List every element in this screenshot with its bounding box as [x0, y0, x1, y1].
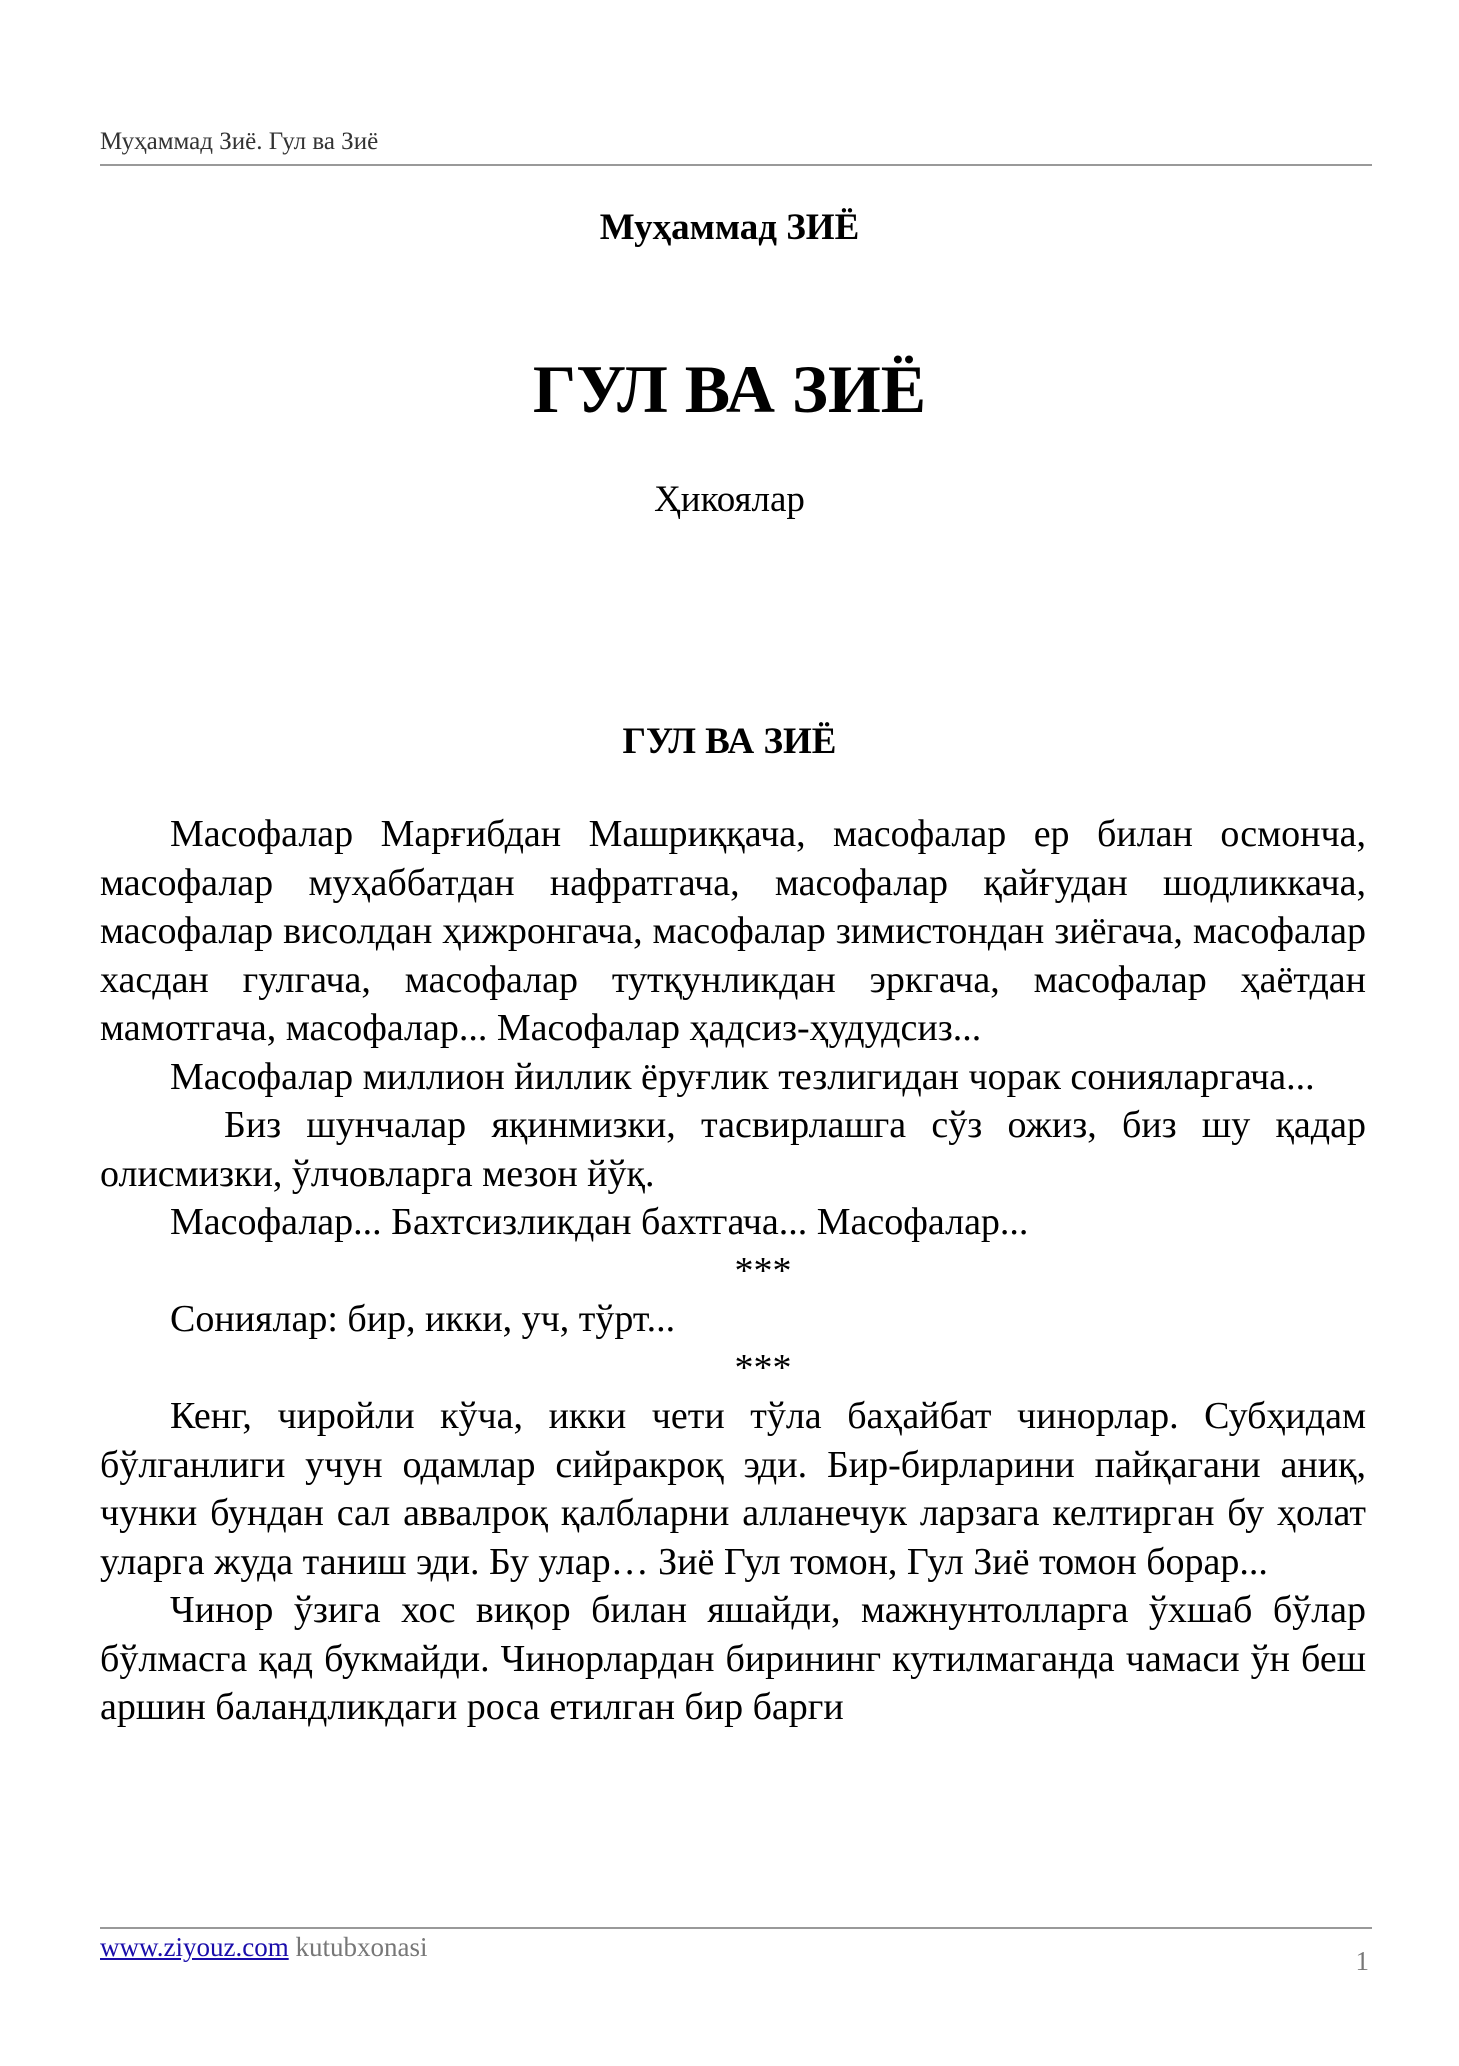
paragraph: Биз шунчалар яқинмизки, тасвирлашга сўз ожиз, биз шу қадар олисмизки, ўлчовларга мезон йўқ. [100, 1104, 1366, 1195]
running-header: Муҳаммад Зиё. Гул ва Зиё [100, 128, 379, 155]
section-separator: *** [734, 1346, 792, 1389]
paragraph: Масофалар миллион йиллик ёруғлик тезлигидан чорак сонияларгача... [170, 1055, 1315, 1098]
paragraph: Масофалар Марғибдан Машриққача, масофалар ер билан осмонча, масофалар муҳаббатдан нафратгача, масофалар қайғудан шодликкача, масофалар висолдан ҳижронгача, масофалар зимистондан зиёгача, масофалар хасдан гулгача, масофалар тутқунликдан эркгача, масофалар ҳаётдан мамотгача, масофалар... Масофалар ҳадсиз-ҳудудсиз... [100, 813, 1366, 1049]
footer-link[interactable]: www.ziyouz.com [100, 1932, 289, 1962]
story-title: ГУЛ ВА ЗИЁ [622, 721, 837, 762]
paragraph: Сониялар: бир, икки, уч, тўрт... [170, 1298, 676, 1340]
genre-label: Ҳикоялар [654, 479, 805, 520]
footer-link-suffix: kutubxonasi [288, 1932, 428, 1962]
footer-source [100, 1932, 427, 1963]
story-body [100, 810, 1366, 1732]
author-name: Муҳаммад ЗИЁ [599, 207, 860, 248]
paragraph: Кенг, чиройли кўча, икки чети тўла баҳайбат чинорлар. Субҳидам бўлганлиги учун одамлар сийракроқ эди. Бир-бирларини пайқагани аниқ, чунки бундан сал аввалроқ қалбларни алланечук ларзага келтирган бу ҳолат уларга жуда таниш эди. Бу улар… Зиё Гул томон, Гул Зиё томон борар... [100, 1395, 1366, 1583]
footer-divider [100, 1927, 1372, 1929]
paragraph: Чинор ўзига хос виқор билан яшайди, мажнунтолларга ўхшаб бўлар бўлмасга қад букмайди. Чинорлардан бирининг кутилмаганда чамаси ўн беш аршин баландликдаги роса етилган бир барги [100, 1589, 1366, 1728]
section-separator: *** [734, 1249, 792, 1292]
header-divider [100, 164, 1372, 166]
paragraph: Масофалар... Бахтсизликдан бахтгача... Масофалар... [170, 1201, 1029, 1243]
book-title: ГУЛ ВА ЗИЁ [532, 351, 927, 427]
page-number: 1 [1355, 1946, 1369, 1976]
